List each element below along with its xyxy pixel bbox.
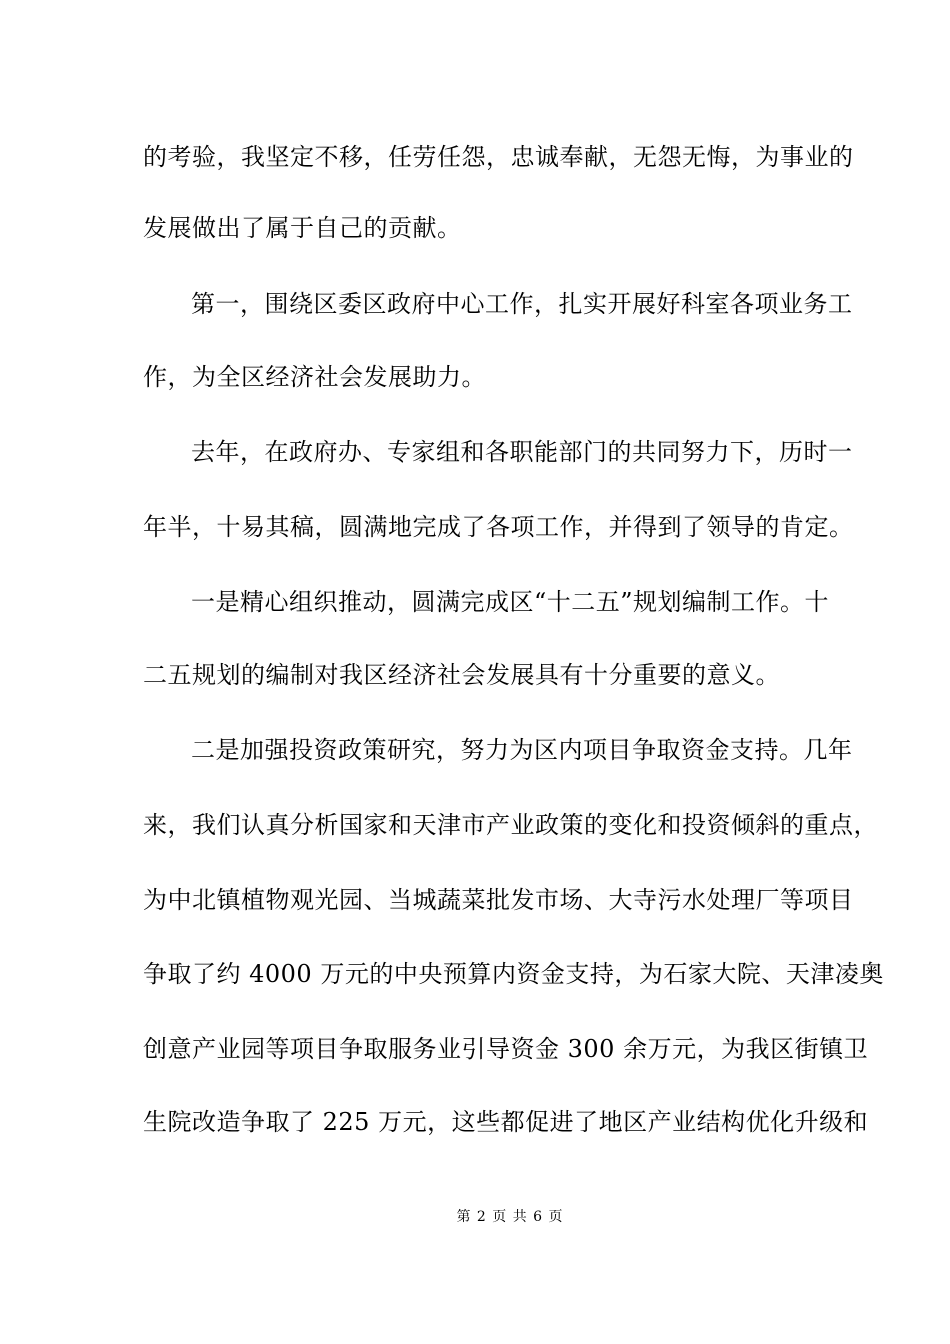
paragraph-4-line-2: 来，我们认真分析国家和天津市产业政策的变化和投资倾斜的重点， [143, 811, 878, 839]
paragraph-3-line-1: 一是精心组织推动，圆满完成区“十二五”规划编制工作。十 [191, 588, 830, 616]
paragraph-4-line-6: 生院改造争取了 225 万元，这些都促进了地区产业结构优化升级和 [143, 1108, 869, 1136]
text-line-1: 的考验，我坚定不移，任劳任怨，忠诚奉献，无怨无悔，为事业的 [143, 143, 854, 171]
paragraph-4-line-1: 二是加强投资政策研究，努力为区内项目争取资金支持。几年 [191, 736, 853, 764]
text-line-2: 发展做出了属于自己的贡献。 [143, 214, 462, 242]
paragraph-2-line-2: 年半，十易其稿，圆满地完成了各项工作，并得到了领导的肯定。 [143, 513, 854, 541]
paragraph-4-line-3: 为中北镇植物观光园、当城蔬菜批发市场、大寺污水处理厂等项目 [143, 886, 854, 914]
paragraph-1-line-1: 第一，围绕区委区政府中心工作，扎实开展好科室各项业务工 [191, 290, 853, 318]
paragraph-1-line-2: 作，为全区经济社会发展助力。 [143, 363, 486, 391]
paragraph-2-line-1: 去年，在政府办、专家组和各职能部门的共同努力下，历时一 [191, 438, 853, 466]
paragraph-4-line-5: 创意产业园等项目争取服务业引导资金 300 余万元，为我区街镇卫 [143, 1035, 869, 1063]
paragraph-4-line-4: 争取了约 4000 万元的中央预算内资金支持，为石家大院、天津凌奥 [143, 960, 884, 988]
page-number-footer: 第 2 页 共 6 页 [456, 1209, 564, 1225]
paragraph-3-line-2: 二五规划的编制对我区经济社会发展具有十分重要的意义。 [143, 661, 780, 689]
